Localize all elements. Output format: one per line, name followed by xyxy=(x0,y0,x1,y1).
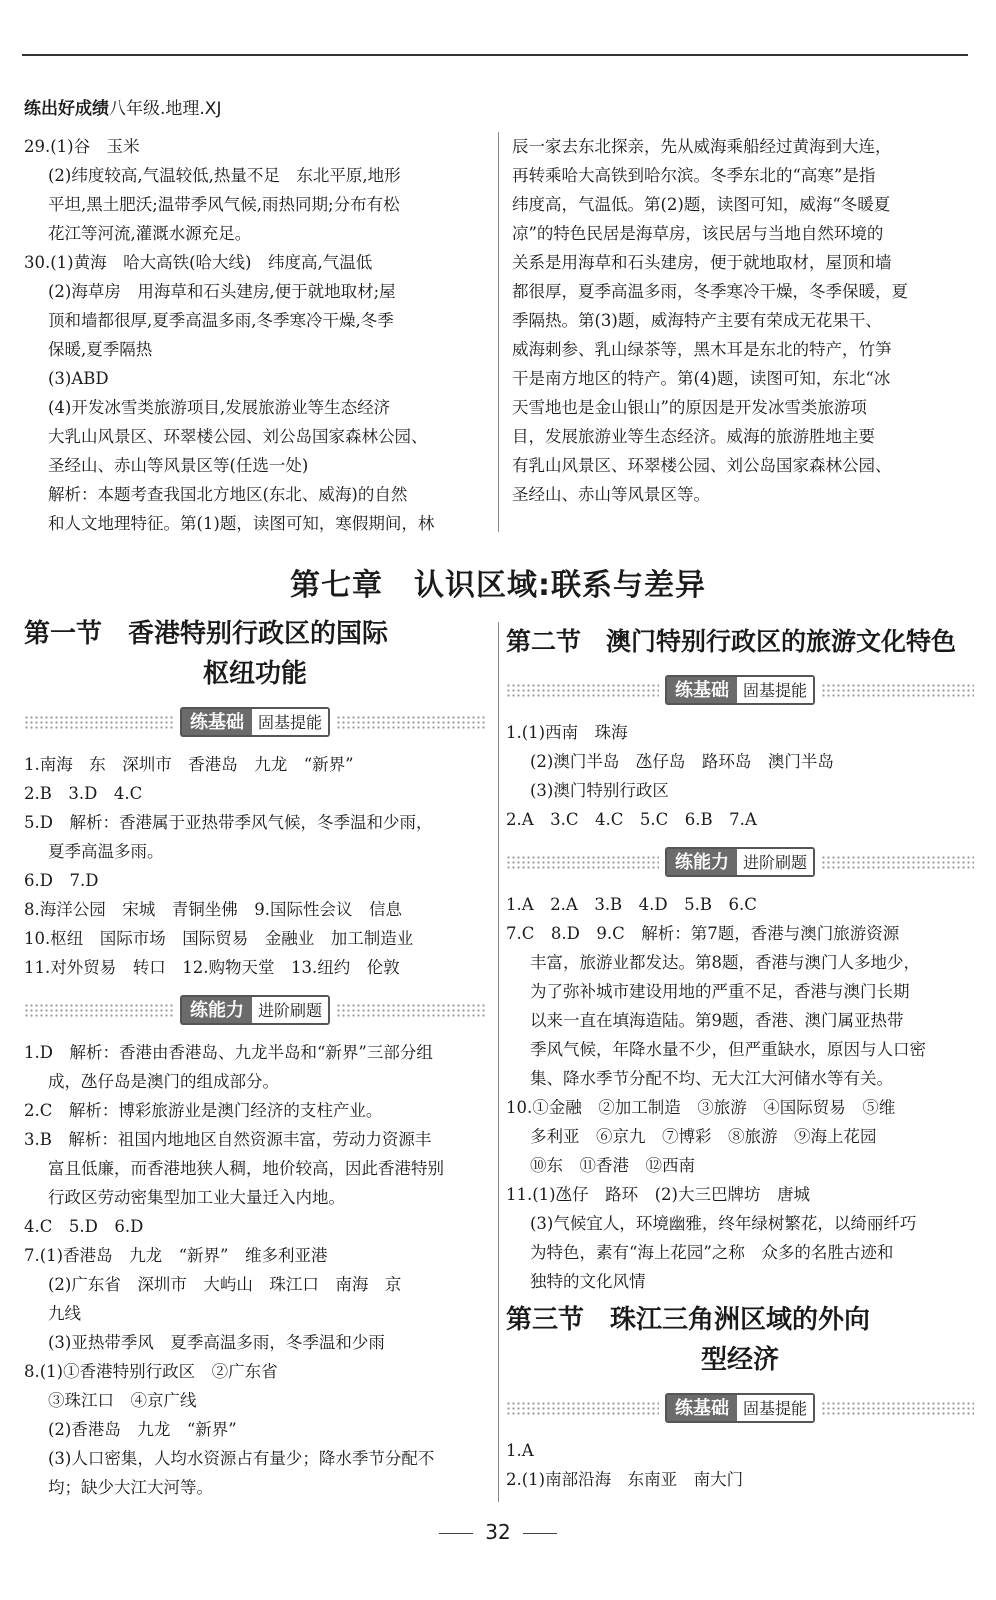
answer-line: 10.枢纽 国际市场 国际贸易 金融业 加工制造业 xyxy=(24,929,414,948)
answer-line: (2)香港岛 九龙 “新界” xyxy=(48,1420,237,1439)
answer-line: 圣经山、赤山等风景区等(任选一处) xyxy=(48,456,309,475)
answer-line: 大乳山风景区、环翠楼公园、刘公岛国家森林公园、 xyxy=(48,427,428,446)
answer-line: 2.B 3.D 4.C xyxy=(24,784,143,803)
analysis-line: 圣经山、赤山等风景区等。 xyxy=(512,485,710,504)
answer-line: 10.①金融 ②加工制造 ③旅游 ④国际贸易 ⑤维 xyxy=(506,1098,896,1117)
section-3-title xyxy=(506,1300,974,1380)
answer-line: 1.南海 东 深圳市 香港岛 九龙 “新界” xyxy=(24,755,354,774)
answer-line: (2)广东省 深圳市 大屿山 珠江口 南海 京 xyxy=(48,1275,402,1294)
answer-line: (3)澳门特别行政区 xyxy=(530,781,669,800)
top-rule xyxy=(22,54,968,56)
analysis-line: 纬度高，气温低。第(2)题，读图可知，威海“冬暖夏 xyxy=(512,195,891,214)
answer-line: 1.(1)西南 珠海 xyxy=(506,723,628,742)
analysis-line: 威海刺参、乳山绿茶等，黑木耳是东北的特产，竹笋 xyxy=(512,340,892,359)
answer-line: 7.(1)香港岛 九龙 “新界” 维多利亚港 xyxy=(24,1246,328,1265)
answer-line: 行政区劳动密集型加工业大量迁入内地。 xyxy=(48,1188,345,1207)
answer-line: (3)亚热带季风 夏季高温多雨，冬季温和少雨 xyxy=(48,1333,385,1352)
section-2-ability-answers xyxy=(506,890,974,1296)
answer-line: (4)开发冰雪类旅游项目,发展旅游业等生态经济 xyxy=(48,398,391,417)
answer-line: ③珠江口 ④京广线 xyxy=(48,1391,197,1410)
basic-badge-3: 练基础 固基提能 xyxy=(665,1393,815,1423)
answer-line: 解析：本题考查我国北方地区(东北、威海)的自然 xyxy=(48,485,408,504)
basic-badge-row-3 xyxy=(506,1386,974,1430)
answer-line: 集、降水季节分配不均、无大江大河储水等有关。 xyxy=(530,1069,893,1088)
analysis-line: 都很厚，夏季高温多雨，冬季寒冷干燥，冬季保暖，夏 xyxy=(512,282,908,301)
answer-line: 为了弥补城市建设用地的严重不足，香港与澳门长期 xyxy=(530,982,910,1001)
chapter-title: 第七章 认识区域:联系与差异 xyxy=(290,568,706,603)
answer-line: 4.C 5.D 6.D xyxy=(24,1217,144,1236)
answer-line: 九线 xyxy=(48,1304,81,1323)
answer-line: 保暖,夏季隔热 xyxy=(48,340,153,359)
answer-line: 1.D 解析：香港由香港岛、九龙半岛和“新界”三部分组 xyxy=(24,1043,433,1062)
answer-line: 夏季高温多雨。 xyxy=(48,842,164,861)
ability-badge-2: 练能力 进阶刷题 xyxy=(665,847,815,877)
basic-badge-2: 练基础 固基提能 xyxy=(665,675,815,705)
page-number: 32 xyxy=(0,1520,996,1544)
answer-line: (2)纬度较高,气温较低,热量不足 东北平原,地形 xyxy=(48,166,401,185)
answer-line: 顶和墙都很厚,夏季高温多雨,冬季寒冷干燥,冬季 xyxy=(48,311,394,330)
answer-line: 为特色，素有“海上花园”之称 众多的名胜古迹和 xyxy=(530,1243,894,1262)
analysis-line: 干是南方地区的特产。第(4)题，读图可知，东北“冰 xyxy=(512,369,891,388)
answer-line: (3)人口密集，人均水资源占有量少；降水季节分配不 xyxy=(48,1449,435,1468)
answer-line: (3)气候宜人，环境幽雅，终年绿树繁花，以绮丽纤巧 xyxy=(530,1214,917,1233)
answer-line: 成，氹仔岛是澳门的组成部分。 xyxy=(48,1072,279,1091)
section-1-column xyxy=(24,614,486,1502)
answer-line: 独特的文化风情 xyxy=(530,1272,646,1291)
answer-line: (2)澳门半岛 氹仔岛 路环岛 澳门半岛 xyxy=(530,752,834,771)
answer-line: 2.(1)南部沿海 东南亚 南大门 xyxy=(506,1470,744,1489)
answer-line: 6.D 7.D xyxy=(24,871,99,890)
brand-title: 练出好成绩 xyxy=(24,99,109,119)
answer-line: 8.(1)①香港特别行政区 ②广东省 xyxy=(24,1362,278,1381)
analysis-line: 天雪地也是金山银山”的原因是开发冰雪类旅游项 xyxy=(512,398,867,417)
top-left-answers xyxy=(24,132,486,538)
answer-line: 丰富，旅游业都发达。第8题，香港与澳门人多地少， xyxy=(530,953,920,972)
analysis-line: 凉”的特色民居是海草房，该民居与当地自然环境的 xyxy=(512,224,884,243)
answer-line: 多利亚 ⑥京九 ⑦博彩 ⑧旅游 ⑨海上花园 xyxy=(530,1127,877,1146)
answer-line: (3)ABD xyxy=(48,369,109,388)
answer-line: 5.D 解析：香港属于亚热带季风气候，冬季温和少雨， xyxy=(24,813,433,832)
section-3-title-line2: 型经济 xyxy=(700,1345,779,1375)
section-2-3-column xyxy=(506,622,974,1494)
answer-line: 2.A 3.C 4.C 5.C 6.B 7.A xyxy=(506,810,757,829)
section-1-basic-answers xyxy=(24,750,486,982)
ability-badge: 练能力 进阶刷题 xyxy=(180,995,330,1025)
answer-line: 1.A xyxy=(506,1441,534,1460)
section-3-basic-answers xyxy=(506,1436,974,1494)
section-1-ability-answers xyxy=(24,1038,486,1502)
answer-line: 11.(1)氹仔 路环 (2)大三巴牌坊 唐城 xyxy=(506,1185,810,1204)
section-1-title-line1: 第一节 香港特别行政区的国际 xyxy=(24,619,389,649)
answer-line: 8.海洋公园 宋城 青铜坐佛 9.国际性会议 信息 xyxy=(24,900,402,919)
answer-line: 平坦,黑土肥沃;温带季风气候,雨热同期;分布有松 xyxy=(48,195,400,214)
analysis-line: 辰一家去东北探亲，先从威海乘船经过黄海到大连， xyxy=(512,137,892,156)
answer-line: 30.(1)黄海 哈大高铁(哈大线) 纬度高,气温低 xyxy=(24,253,373,272)
answer-line: 季风气候，年降水量不少，但严重缺水，原因与人口密 xyxy=(530,1040,926,1059)
section-1-title xyxy=(24,614,486,694)
column-divider-top xyxy=(498,132,499,532)
analysis-line: 有乳山风景区、环翠楼公园、刘公岛国家森林公园、 xyxy=(512,456,892,475)
top-right-analysis xyxy=(512,132,974,509)
analysis-line: 关系是用海草和石头建房，便于就地取材，屋顶和墙 xyxy=(512,253,892,272)
analysis-line: 季隔热。第(3)题，威海特产主要有荣成无花果干、 xyxy=(512,311,882,330)
grade-subject: 八年级.地理.XJ xyxy=(109,99,222,119)
basic-badge-row-2 xyxy=(506,668,974,712)
basic-badge-row xyxy=(24,700,486,744)
running-header xyxy=(24,94,221,119)
column-divider-bottom xyxy=(498,622,499,1502)
answer-line: 以来一直在填海造陆。第9题，香港、澳门属亚热带 xyxy=(530,1011,904,1030)
section-2-basic-answers xyxy=(506,718,974,834)
ability-badge-row-2 xyxy=(506,840,974,884)
section-2-title: 第二节 澳门特别行政区的旅游文化特色 xyxy=(506,627,957,656)
analysis-line: 再转乘哈大高铁到哈尔滨。冬季东北的“高寒”是指 xyxy=(512,166,876,185)
answer-line: 和人文地理特征。第(1)题，读图可知，寒假期间，林 xyxy=(48,514,435,533)
answer-line: 1.A 2.A 3.B 4.D 5.B 6.C xyxy=(506,895,757,914)
answer-line: 2.C 解析：博彩旅游业是澳门经济的支柱产业。 xyxy=(24,1101,383,1120)
answer-line: ⑩东 ⑪香港 ⑫西南 xyxy=(530,1156,695,1175)
section-3-title-line1: 第三节 珠江三角洲区域的外向 xyxy=(506,1305,871,1335)
answer-line: (2)海草房 用海草和石头建房,便于就地取材;屋 xyxy=(48,282,396,301)
answer-line: 富且低廉，而香港地狭人稠，地价较高，因此香港特别 xyxy=(48,1159,444,1178)
answer-line: 29.(1)谷 玉米 xyxy=(24,137,140,156)
analysis-line: 目，发展旅游业等生态经济。威海的旅游胜地主要 xyxy=(512,427,875,446)
section-1-title-line2: 枢纽功能 xyxy=(202,659,307,689)
answer-line: 3.B 解析：祖国内地地区自然资源丰富，劳动力资源丰 xyxy=(24,1130,432,1149)
basic-badge: 练基础 固基提能 xyxy=(180,707,330,737)
answer-line: 均；缺少大江大河等。 xyxy=(48,1478,213,1497)
answer-line: 花江等河流,灌溉水源充足。 xyxy=(48,224,252,243)
answer-line: 11.对外贸易 转口 12.购物天堂 13.纽约 伦敦 xyxy=(24,958,400,977)
answer-line: 7.C 8.D 9.C 解析：第7题，香港与澳门旅游资源 xyxy=(506,924,900,943)
ability-badge-row xyxy=(24,988,486,1032)
